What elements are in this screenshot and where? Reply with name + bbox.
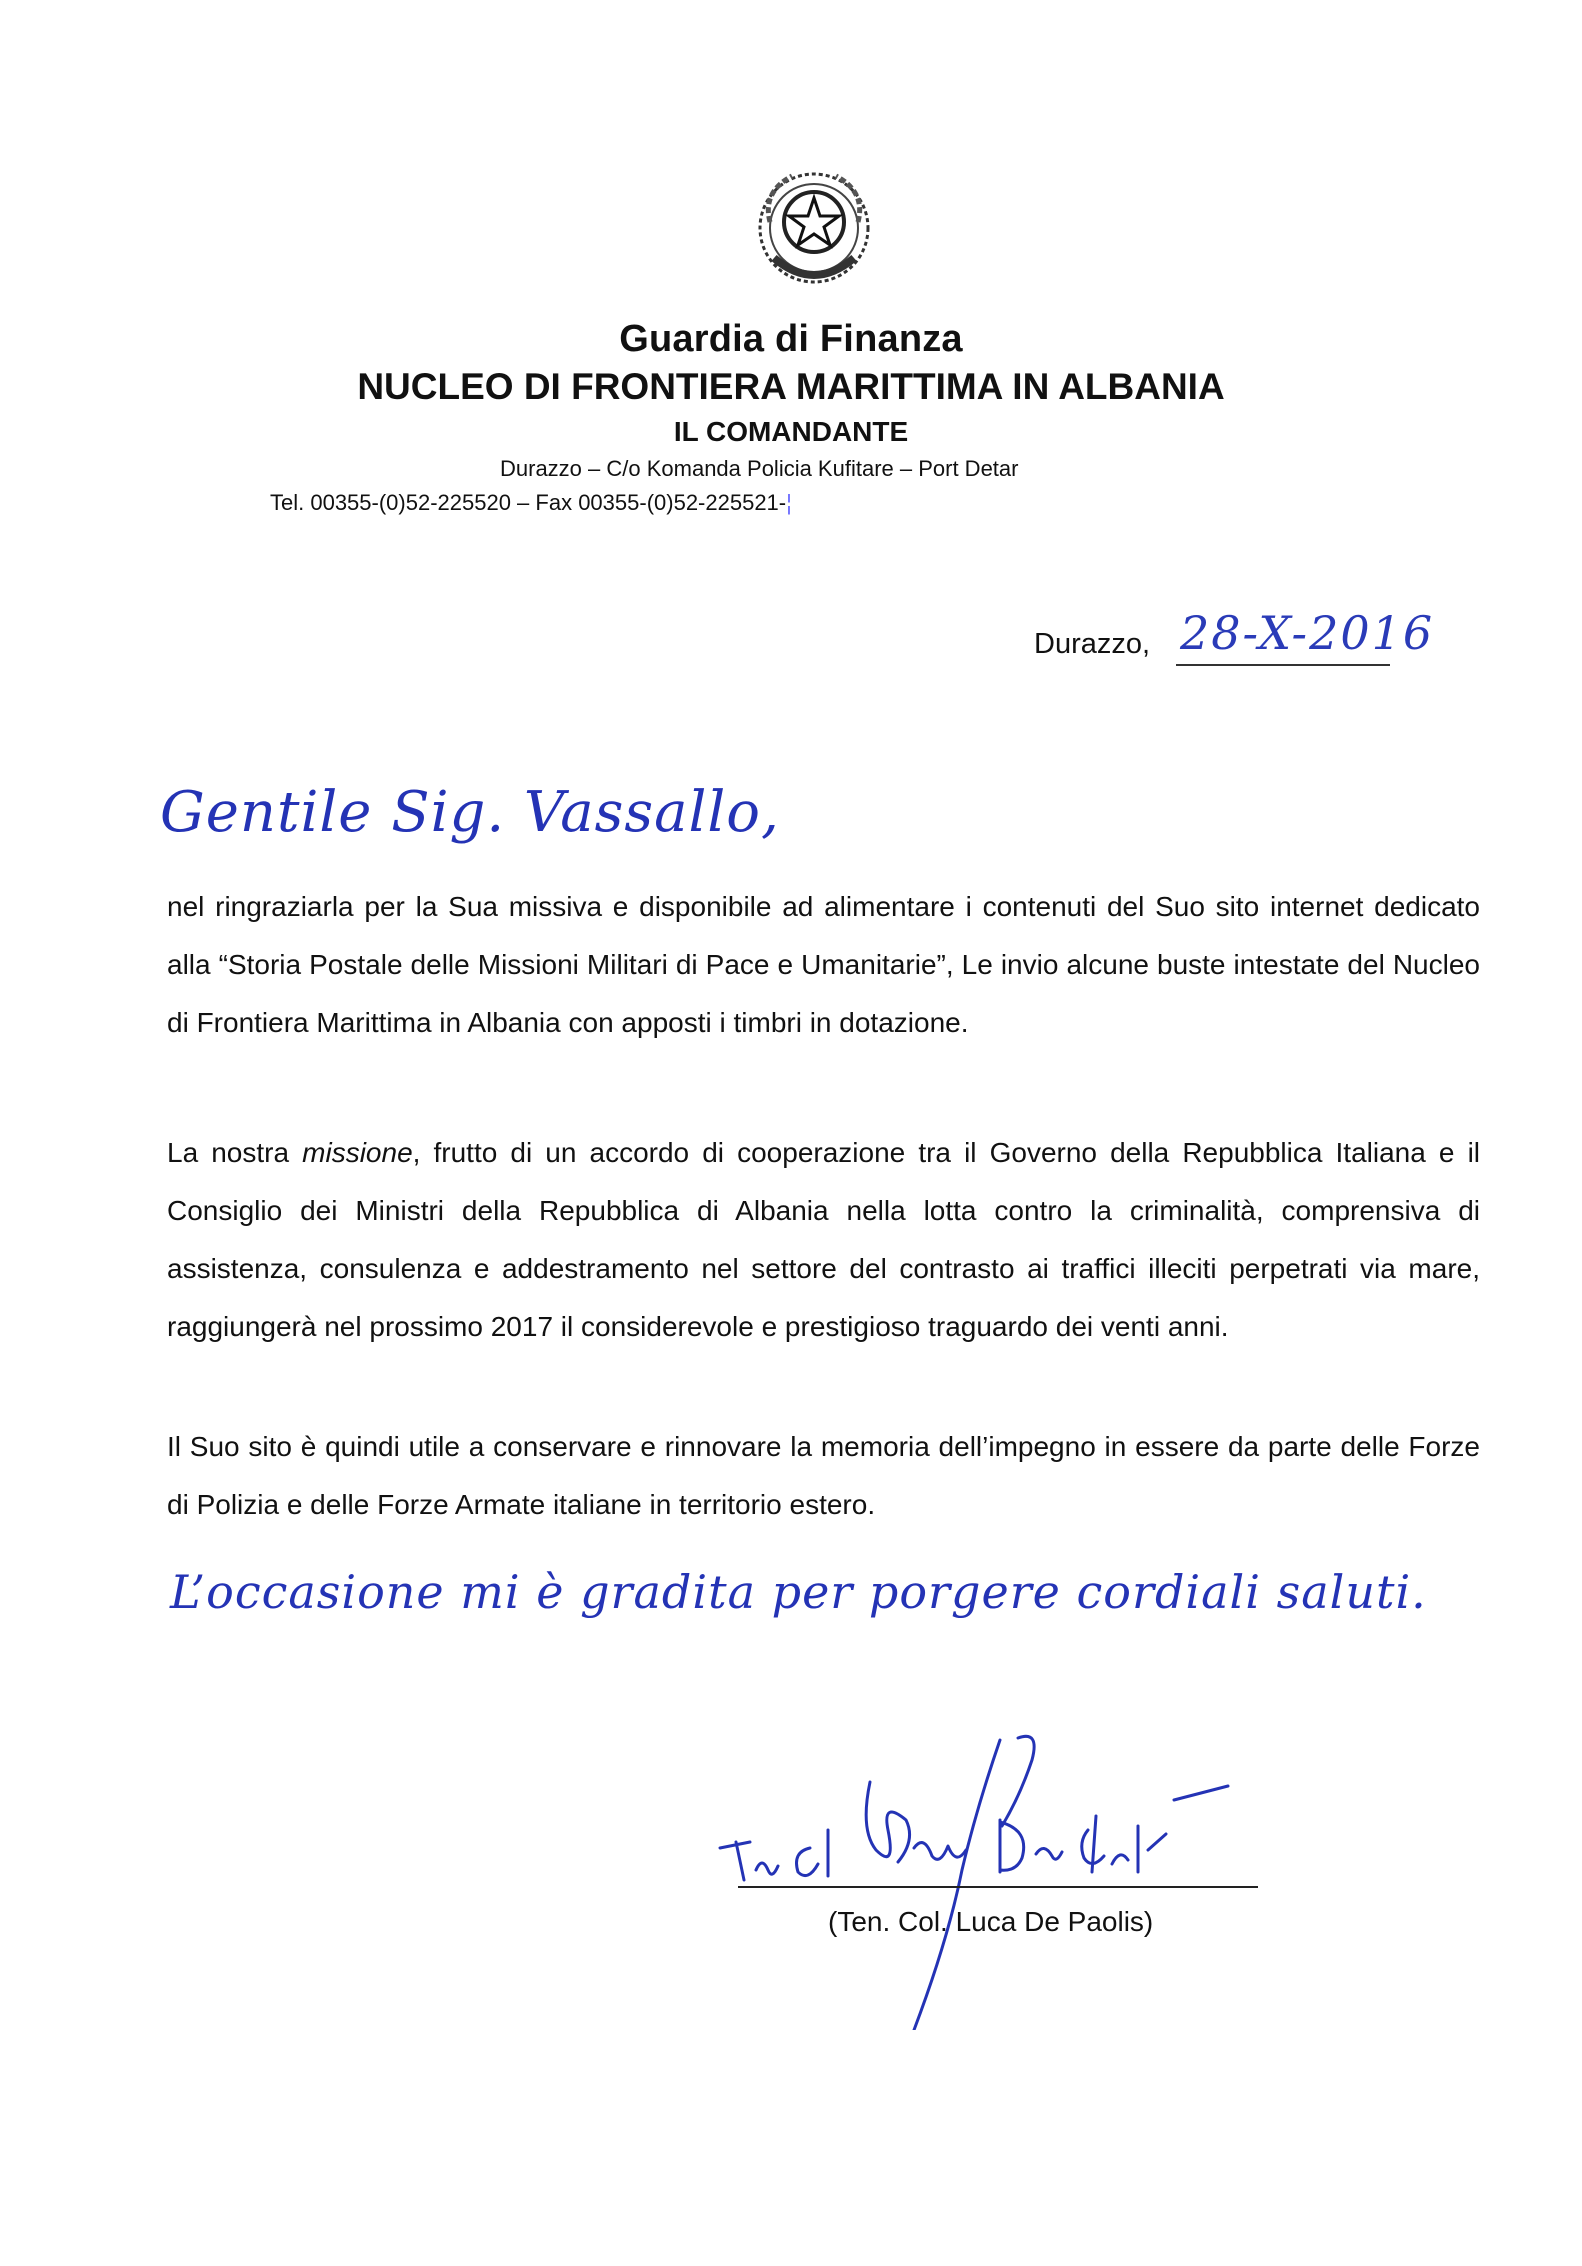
paragraph-2 [167, 1124, 1480, 1356]
paragraph-1: nel ringraziarla per la Sua missiva e disponibile ad alimentare i contenuti del Suo sito internet dedicato alla “Storia Postale delle Missioni Militari di Pace e Umanitarie”, Le invio alcune buste intestate del Nucleo di Frontiera Marittima in Albania con apposti i timbri in dotazione. [167, 891, 1480, 1038]
italian-republic-emblem-icon [752, 162, 876, 304]
signer-name: (Ten. Col. Luca De Paolis) [828, 1906, 1154, 1937]
paragraph-3: Il Suo sito è quindi utile a conservare e rinnovare la memoria dell’impegno in essere da parte delle Forze di Polizia e delle Forze Armate italiane in territorio estero. [167, 1431, 1480, 1520]
telephone-fax: Tel. 00355-(0)52-225520 – Fax 00355-(0)52-225521- [270, 490, 787, 515]
date-handwritten: 28-X-2016 [1180, 606, 1435, 660]
closing-handwritten: L’occasione mi è gradita per porgere cordiali saluti. [170, 1565, 1427, 1619]
contact-line [270, 490, 1070, 516]
address-line: Durazzo – C/o Komanda Policia Kufitare – Port Detar [500, 456, 1019, 481]
unit-name: NUCLEO DI FRONTIERA MARITTIMA IN ALBANIA [357, 366, 1225, 407]
role-title: IL COMANDANTE [673, 416, 909, 447]
handwritten-signature [700, 1730, 1300, 2030]
paragraph-2-start: La nostra [167, 1137, 303, 1168]
date-label: Durazzo, [1034, 628, 1151, 660]
salutation-handwritten: Gentile Sig. Vassallo, [160, 780, 780, 845]
emphasis-word: missione [302, 1137, 413, 1168]
paragraph-2-rest: , frutto di un accordo di cooperazione tra il Governo della Repubblica Italiana e il Consiglio dei Ministri della Repubblica di Albania nella lotta contro la criminalità, comprensiva di assistenza, consulenza e addestramento nel settore del contrasto ai traffici illeciti perpetrati via mare, raggiungerà nel prossimo 2017 il considerevole e prestigioso traguardo dei venti anni. [167, 1137, 1481, 1342]
organization-name: Guardia di Finanza [619, 318, 963, 360]
signature-line [738, 1886, 1258, 1888]
ink-mark: ¦ [786, 490, 792, 515]
date-underline [1176, 664, 1390, 666]
